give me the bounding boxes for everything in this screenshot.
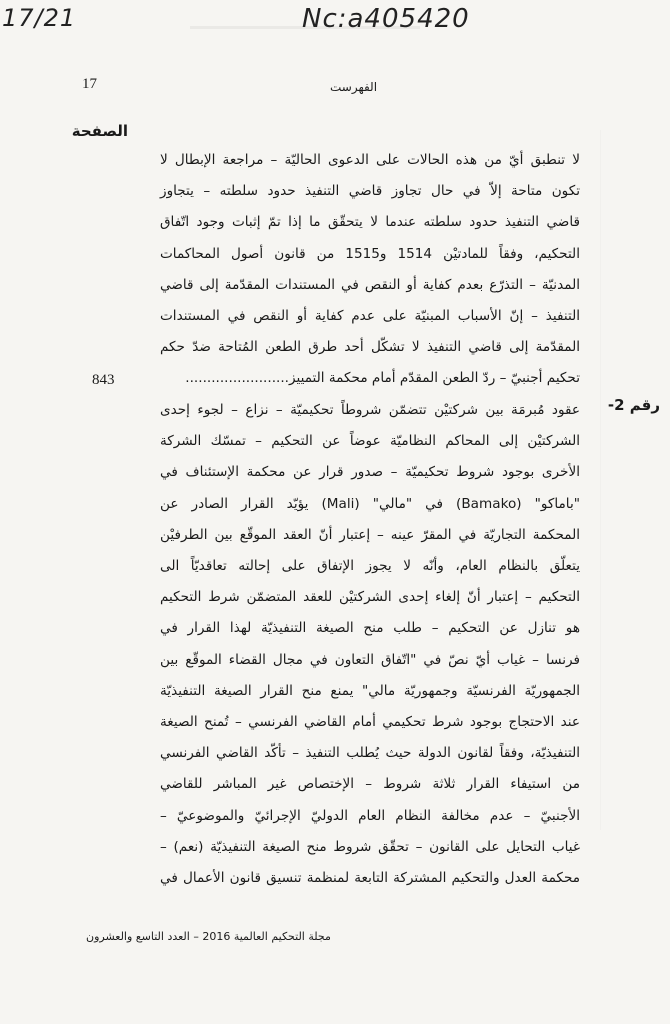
column-heading: الصفحة bbox=[71, 122, 128, 140]
entry-line: الأجنبيّ – عدم مخالفة النظام العام الدوليّ الإجرائيّ والموضوعيّ – bbox=[160, 807, 580, 824]
footer-journal-title: مجلة التحكيم العالمية 2016 – العدد التاسع والعشرون bbox=[86, 930, 331, 943]
entry-line: المدنيّة – التذرّع بعدم كفاية أو النقص في المستندات المقدّمة إلى قاضي bbox=[160, 276, 580, 293]
entry-line: الجمهوريّة الفرنسيّة وجمهوريّة مالي" يمنع منح القرار الصيغة التنفيذيّة bbox=[160, 682, 580, 699]
entry-line: من استيفاء القرار ثلاثة شروط – الإختصاص غير المباشر للقاضي bbox=[160, 776, 580, 793]
entry-1-page-ref: 843 bbox=[92, 372, 115, 388]
entry-line: لا تنطبق أيّ من هذه الحالات على الدعوى الحاليّة – مراجعة الإبطال لا bbox=[160, 152, 580, 168]
entry-line: التحكيم – إعتبار أنّ إلغاء إحدى الشركتيْن للعقد المتضمّن شرط التحكيم bbox=[160, 589, 580, 606]
entry-line: تكون متاحة إلاّ في حال تجاوز قاضي التنفيذ حدود سلطته – يتجاوز bbox=[160, 183, 580, 200]
entry-line: المقدّمة إلى قاضي التنفيذ لا تشكّل أحد طرق الطعن المُتاحة ضدّ حكم bbox=[160, 339, 580, 356]
entry-line: الشركتيْن إلى المحاكم النظاميّة عوضاً عن التحكيم – تمسّك الشركة bbox=[160, 433, 580, 450]
entry-line: غياب التحايل على القانون – تحقّق شروط منح الصيغة التنفيذيّة (نعم) – bbox=[160, 838, 580, 855]
entry-2-text bbox=[160, 395, 580, 894]
entry-line: يتعلّق بالنظام العام، وأنّه لا يجوز الإتفاق على إحالته تعاقديّاً الى bbox=[160, 558, 580, 575]
entry-2-label: رقم 2- bbox=[607, 396, 660, 414]
running-title: الفهرست bbox=[330, 80, 378, 94]
entry-line: التنفيذيّة، وفقاً لقانون الدولة حيث يُطلب التنفيذ – تأكّد القاضي الفرنسي bbox=[160, 745, 580, 762]
entry-line: هو تنازل عن التحكيم – طلب منح الصيغة التنفيذيّة لهذا القرار في bbox=[160, 620, 580, 637]
entry-line: فرنسا – غياب أيّ نصّ في "اتّفاق التعاون في مجال القضاء الموقّع بين bbox=[160, 651, 580, 668]
entry-1-text bbox=[160, 145, 580, 395]
entry-line: قاضي التنفيذ حدود سلطته عندما لا يتحقّق ما إذا تمّ إثبات وجود اتّفاق bbox=[160, 214, 580, 231]
entry-line: التحكيم، وفقاً للمادتيْن 1514 و1515 من قانون أصول المحاكمات bbox=[160, 245, 580, 262]
handwritten-accession-number: Nc:a405420 bbox=[302, 4, 470, 34]
entry-line: الأخرى بوجود شروط تحكيميّة – صدور قرار عن محكمة الإستئناف في bbox=[160, 464, 580, 481]
handwritten-shelfmark: 17/21 bbox=[2, 4, 77, 32]
entry-line: محكمة العدل والتحكيم المشتركة التابعة لمنظمة تنسيق قانون الأعمال في bbox=[160, 870, 580, 887]
bleed-through-marks bbox=[600, 130, 661, 830]
entry-line: التنفيذ – إنّ الأسباب المبنيّة على عدم كفاية أو النقص في المستندات bbox=[160, 308, 580, 325]
entry-line: "باماكو" (Bamako) في "مالي" (Mali) يؤيّد القرار الصادر عن bbox=[160, 495, 580, 512]
entry-line: تحكيم أجنبيّ – ردّ الطعن المقدّم أمام محكمة التمييز........................ bbox=[185, 370, 580, 387]
entry-line: عقود مُبرمَة بين شركتيْن تتضمّن شروطاً تحكيميّة – نزاع – لجوء إحدى bbox=[160, 402, 580, 418]
entry-line: المحكمة التجاريّة في المقرّ عينه – إعتبار أنّ العقد الموقّع بين الطرفيْن bbox=[160, 526, 580, 543]
page-number: 17 bbox=[82, 76, 97, 92]
entry-line: عند الاحتجاج بوجود شرط تحكيمي أمام القاضي الفرنسي – تُمنح الصيغة bbox=[160, 714, 580, 731]
